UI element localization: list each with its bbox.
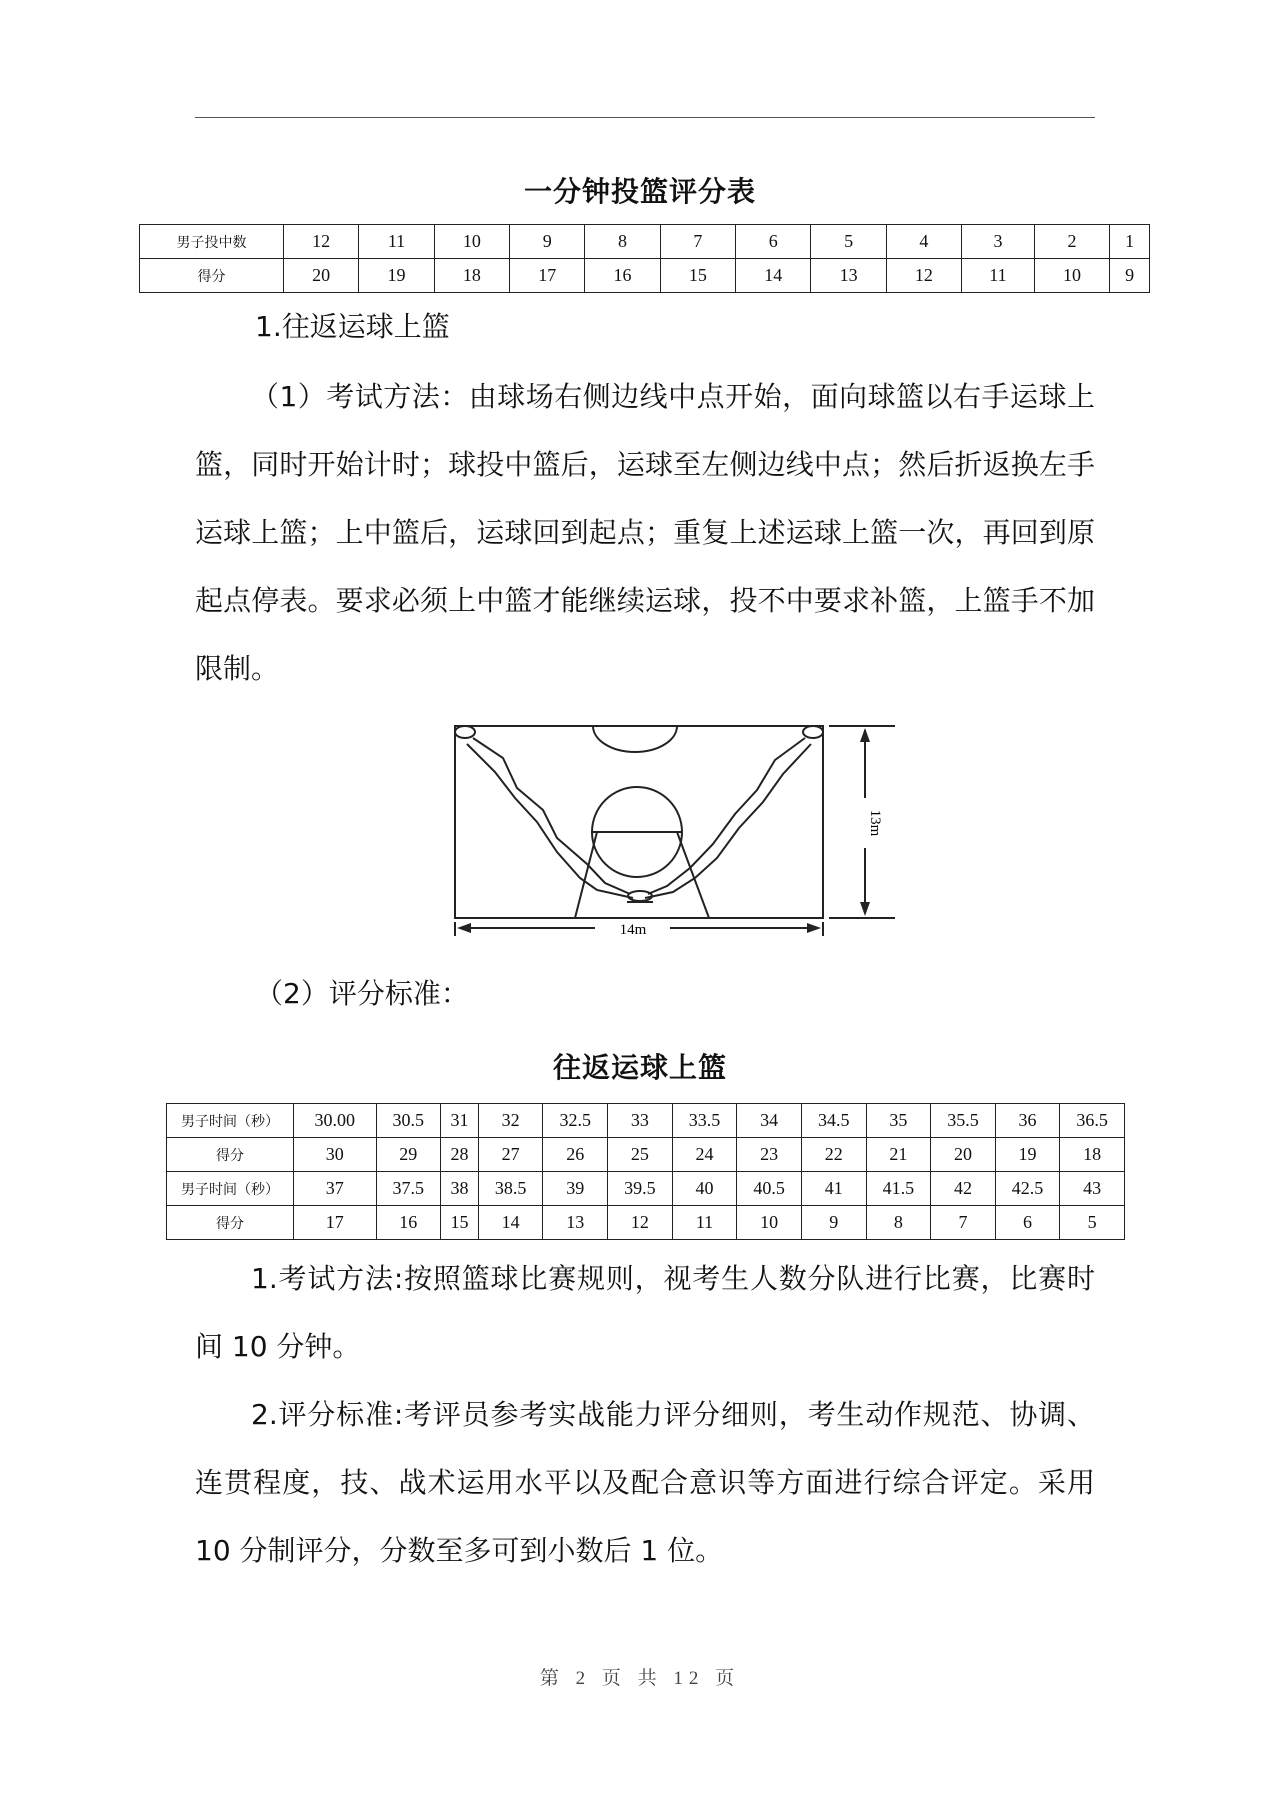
time-cell: 35.5	[931, 1104, 996, 1138]
hits-cell: 11	[359, 225, 434, 259]
row-label-time: 男子时间（秒）	[167, 1172, 294, 1206]
table-row	[167, 1206, 1125, 1240]
time-cell: 30.5	[376, 1104, 441, 1138]
arrowhead-right	[807, 923, 821, 933]
score-cell: 12	[886, 259, 961, 293]
row-label-score: 得分	[167, 1138, 294, 1172]
time-cell: 32	[478, 1104, 543, 1138]
criteria-heading: （2）评分标准：	[255, 977, 469, 1010]
hits-cell: 6	[736, 225, 811, 259]
time-cell: 41.5	[866, 1172, 931, 1206]
table-row	[167, 1104, 1125, 1138]
time-cell: 30.00	[294, 1104, 377, 1138]
hits-cell: 3	[962, 225, 1035, 259]
center-circle	[593, 726, 677, 752]
score-cell: 21	[866, 1138, 931, 1172]
section1-heading: 1.往返运球上篮	[255, 310, 450, 343]
table-row	[140, 225, 1150, 259]
time-cell: 41	[801, 1172, 866, 1206]
table1-title: 一分钟投篮评分表	[523, 175, 756, 208]
row-label-score: 得分	[167, 1206, 294, 1240]
score-cell: 9	[1110, 259, 1150, 293]
row-label-hits: 男子投中数	[140, 225, 284, 259]
hits-cell: 10	[434, 225, 509, 259]
time-cell: 38	[441, 1172, 479, 1206]
score-cell: 12	[608, 1206, 673, 1240]
score-cell: 30	[294, 1138, 377, 1172]
left-path-inner	[467, 744, 633, 898]
score-cell: 9	[801, 1206, 866, 1240]
time-cell: 42	[931, 1172, 996, 1206]
hits-cell: 5	[811, 225, 886, 259]
score-cell: 18	[1060, 1138, 1125, 1172]
time-cell: 40.5	[737, 1172, 802, 1206]
right-path-outer	[648, 738, 805, 894]
time-cell: 35	[866, 1104, 931, 1138]
height-label: 13m	[867, 809, 883, 837]
shooting-score-table	[139, 224, 1150, 293]
time-cell: 40	[672, 1172, 737, 1206]
row-label-time: 男子时间（秒）	[167, 1104, 294, 1138]
score-cell: 28	[441, 1138, 479, 1172]
time-cell: 31	[441, 1104, 479, 1138]
time-cell: 32.5	[543, 1104, 608, 1138]
table-row	[140, 259, 1150, 293]
time-cell: 39.5	[608, 1172, 673, 1206]
score-cell: 19	[359, 259, 434, 293]
hits-cell: 4	[886, 225, 961, 259]
score-cell: 19	[995, 1138, 1060, 1172]
section2-paragraph-2: 2.评分标准:考评员参考实战能力评分细则，考生动作规范、协调、连贯程度，技、战术运用水平以及配合意识等方面进行综合评定。采用 10 分制评分，分数至多可到小数后 1 位。	[195, 1398, 1095, 1567]
score-cell: 10	[737, 1206, 802, 1240]
score-cell: 17	[510, 259, 585, 293]
time-cell: 37	[294, 1172, 377, 1206]
left-start-marker	[455, 726, 475, 738]
score-cell: 13	[543, 1206, 608, 1240]
time-cell: 38.5	[478, 1172, 543, 1206]
table-row	[167, 1172, 1125, 1206]
court-diagram	[445, 718, 905, 948]
score-cell: 18	[434, 259, 509, 293]
hits-cell: 9	[510, 225, 585, 259]
time-cell: 33.5	[672, 1104, 737, 1138]
basket-icon	[628, 891, 652, 901]
score-cell: 17	[294, 1206, 377, 1240]
score-cell: 5	[1060, 1206, 1125, 1240]
table2-title: 往返运球上篮	[552, 1051, 727, 1084]
time-cell: 34	[737, 1104, 802, 1138]
time-cell: 39	[543, 1172, 608, 1206]
score-cell: 15	[660, 259, 735, 293]
time-cell: 36	[995, 1104, 1060, 1138]
score-cell: 6	[995, 1206, 1060, 1240]
score-cell: 11	[962, 259, 1035, 293]
score-cell: 7	[931, 1206, 996, 1240]
hits-cell: 2	[1034, 225, 1109, 259]
score-cell: 26	[543, 1138, 608, 1172]
score-cell: 27	[478, 1138, 543, 1172]
time-cell: 34.5	[801, 1104, 866, 1138]
hits-cell: 7	[660, 225, 735, 259]
score-cell: 14	[478, 1206, 543, 1240]
table-row	[167, 1138, 1125, 1172]
section2-paragraph-1: 1.考试方法:按照篮球比赛规则，视考生人数分队进行比赛，比赛时间 10 分钟。	[195, 1262, 1095, 1363]
row-label-score: 得分	[140, 259, 284, 293]
court-outline	[455, 726, 823, 918]
score-cell: 10	[1034, 259, 1109, 293]
page-footer: 第 2 页 共 12 页	[539, 1668, 741, 1689]
hits-cell: 8	[585, 225, 660, 259]
score-cell: 20	[284, 259, 359, 293]
score-cell: 13	[811, 259, 886, 293]
score-cell: 14	[736, 259, 811, 293]
time-cell: 36.5	[1060, 1104, 1125, 1138]
right-path-inner	[645, 744, 811, 898]
score-cell: 16	[585, 259, 660, 293]
score-cell: 11	[672, 1206, 737, 1240]
left-path-outer	[473, 738, 630, 894]
section1-method-paragraph: （1）考试方法：由球场右侧边线中点开始，面向球篮以右手运球上篮，同时开始计时；球投中篮后，运球至左侧边线中点；然后折返换左手运球上篮；上中篮后，运球回到起点；重复上述运球上篮一次，再回到原起点停表。要求必须上中篮才能继续运球，投不中要求补篮，上篮手不加限制。	[195, 380, 1095, 685]
time-cell: 42.5	[995, 1172, 1060, 1206]
score-cell: 22	[801, 1138, 866, 1172]
score-cell: 8	[866, 1206, 931, 1240]
hits-cell: 1	[1110, 225, 1150, 259]
header-rule	[195, 117, 1095, 118]
hits-cell: 12	[284, 225, 359, 259]
score-cell: 23	[737, 1138, 802, 1172]
width-label: 14m	[619, 922, 647, 938]
score-cell: 24	[672, 1138, 737, 1172]
time-cell: 43	[1060, 1172, 1125, 1206]
arrowhead-down	[860, 902, 870, 916]
time-cell: 37.5	[376, 1172, 441, 1206]
score-cell: 16	[376, 1206, 441, 1240]
dribble-score-table	[166, 1103, 1125, 1240]
key-lane	[575, 832, 709, 918]
score-cell: 15	[441, 1206, 479, 1240]
score-cell: 29	[376, 1138, 441, 1172]
score-cell: 20	[931, 1138, 996, 1172]
arrowhead-left	[457, 923, 471, 933]
right-start-marker	[803, 726, 823, 738]
score-cell: 25	[608, 1138, 673, 1172]
arrowhead-up	[860, 728, 870, 742]
time-cell: 33	[608, 1104, 673, 1138]
